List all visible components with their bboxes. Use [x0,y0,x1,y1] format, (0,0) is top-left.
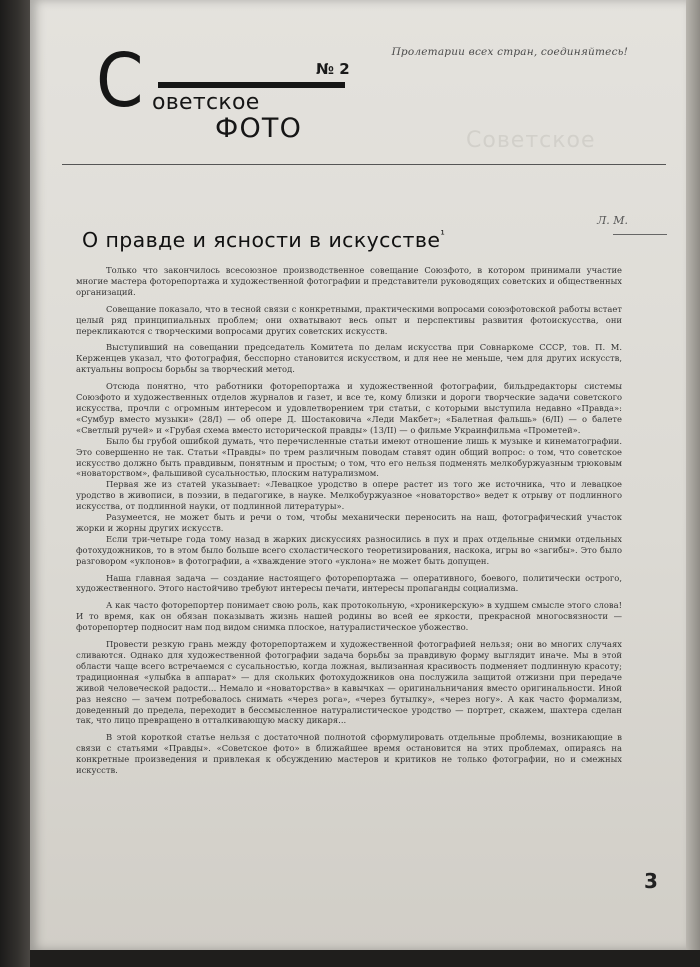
article-title [82,228,445,252]
logo-word-foto: ФОТО [215,113,303,144]
slogan: Пролетарии всех стран, соединяйтесь! [391,46,628,58]
author-rule [613,234,667,235]
paragraph: Было бы грубой ошибкой думать, что перечисленные статьи имеют отношение лишь к музыке и кинематографии. Это совершенно не так. Статьи «Правды» по трем различным поводам ставят один общий вопрос: о том, что советское искусство должно быть правдивым, понятным и простым; о том, что его нельзя подменять мелкобуржуазным трюковым «новаторством», фальшивой сусальностью, плоским натурализмом. [76,435,622,479]
page-stack-edge [686,0,700,950]
paragraph: Если три-четыре года тому назад в жарких дискуссиях разносились в пух и прах отдельные снимки отдельных фотохудожников, то в этом было больше всего схоластического теоретизирования, наскока, игры во «загибы». Это было разговором «уклонов» в фотографии, а «хваждение этого «уклона» не может быть допущен. [76,533,622,566]
binding-spine [0,0,30,967]
show-through-text: Советское [466,128,596,153]
paragraph: Первая же из статей указывает: «Левацкое уродство в опере растет из того же источника, что и левацкое уродство в живописи, в поэзии, в педагогике, в науке. Мелкобуржуазное «новаторство» ведет к отрыву от подлинного искусства, от подлинной науки, от подлинной литературы». [76,479,622,512]
logo-word-sovetskoe: оветское [152,90,260,115]
issue-number: № 2 [316,60,350,78]
page-number: 3 [644,869,658,893]
header-divider [62,164,666,165]
paragraph: Разумеется, не может быть и речи о том, чтобы механически переносить на наш, фотографический участок жорки и жорны других искусств. [76,512,622,533]
paragraph: Провести резкую грань между фоторепортажем и художественной фотографией нельзя; они во многих случаях сливаются. Однако для художественной фотографии задача борьбы за правдивую форму выглядит иначе. Мы в этой области чаще всего встречаемся с сусальностью, когда ложная, вылизанная красивость подменяет подлинную красоту; традиционная «улыбка в аппарат» — для скольких фотохудожников она послужила защитой отжизни при передаче живой человеческой радости... Немало и «новаторства» в кавычках — оригинальничания вместо оригинальности. Иной раз неясно — зачем потребовалось снимать «через рога», «через бутылку», «через ногу». А как часто формализм, доведенный до предела, переходит в бессмысленное натуралистическое уродство — портрет, скажем, шахтера сделан так, что лицо превращено в отталкивающую маску дикаря... [76,639,622,726]
author-initials: Л. М. [597,214,628,227]
paragraph: Совещание показало, что в тесной связи с конкретными, практическими вопросами союзфотовской работы встает целый ряд принципиальных проблем; они охватывают весь опыт и перспективы развития фотоискусства, они перекликаются с творческими вопросами других советских искусств. [76,303,622,336]
logo-bar [158,82,345,88]
paragraph: Только что закончилось всесоюзное производственное совещание Союзфото, в котором принимали участие многие мастера фоторепортажа и художественной фотографии и представители руководящих советских и общественных организаций. [76,265,622,297]
background-edge [30,950,700,967]
article-body [76,265,622,782]
paragraph: А как часто фоторепортер понимает свою роль, как протокольную, «хроникерскую» в худшем смысле этого слова! И то время, как он обязан показывать жизнь нашей родины во всей ее яркости, прекрасной многосвязности — фоторепортер подносит нам под видом снимка плоское, натуралистическое убожество. [76,600,622,633]
paragraph: Выступивший на совещании председатель Комитета по делам искусства при Совнаркоме СССР, тов. П. М. Керженцев указал, что фотография, бесспорно становится искусством, и для нее не меньше, чем для других искусств, актуальны вопросы борьбы за творческий метод. [76,342,622,375]
footnote-mark: ¹ [440,228,446,241]
paragraph: Отсюда понятно, что работники фоторепортажа и художественной фотографии, бильдредакторы системы Союзфото и художественных отделов журналов и газет, и все те, кому близки и дороги творческие задачи советского искусства, прочли с огромным интересом и удовлетворением три статьи, с которыми выступила недавно «Правда»: «Сумбур вместо музыки» (28/I) — об опере Д. Шостаковича «Леди Макбет»; «Балетная фальшь» (6/II) — о балете «Светлый ручей» и «Грубая схема вместо исторической правды» (13/II) — о фильме Украинфильма «Прометей». [76,381,622,435]
logo-initial: С [96,38,144,124]
paragraph: Наша главная задача — создание настоящего фоторепортажа — оперативного, боевого, политически острого, художественного. Этого настойчиво требуют интересы печати, интересы пропаганды социализма. [76,572,622,594]
article-title-text: О правде и ясности в искусстве [82,228,441,252]
paragraph: В этой короткой статье нельзя с достаточной полнотой сформулировать отдельные проблемы, возникающие в связи с статьями «Правды». «Советское фото» в ближайшее время остановится на этих проблемах, опираясь на конкретные произведения и привлекая к обсуждению мастеров и критиков не только фотографии, но и смежных искусств. [76,732,622,776]
magazine-page [30,0,686,950]
